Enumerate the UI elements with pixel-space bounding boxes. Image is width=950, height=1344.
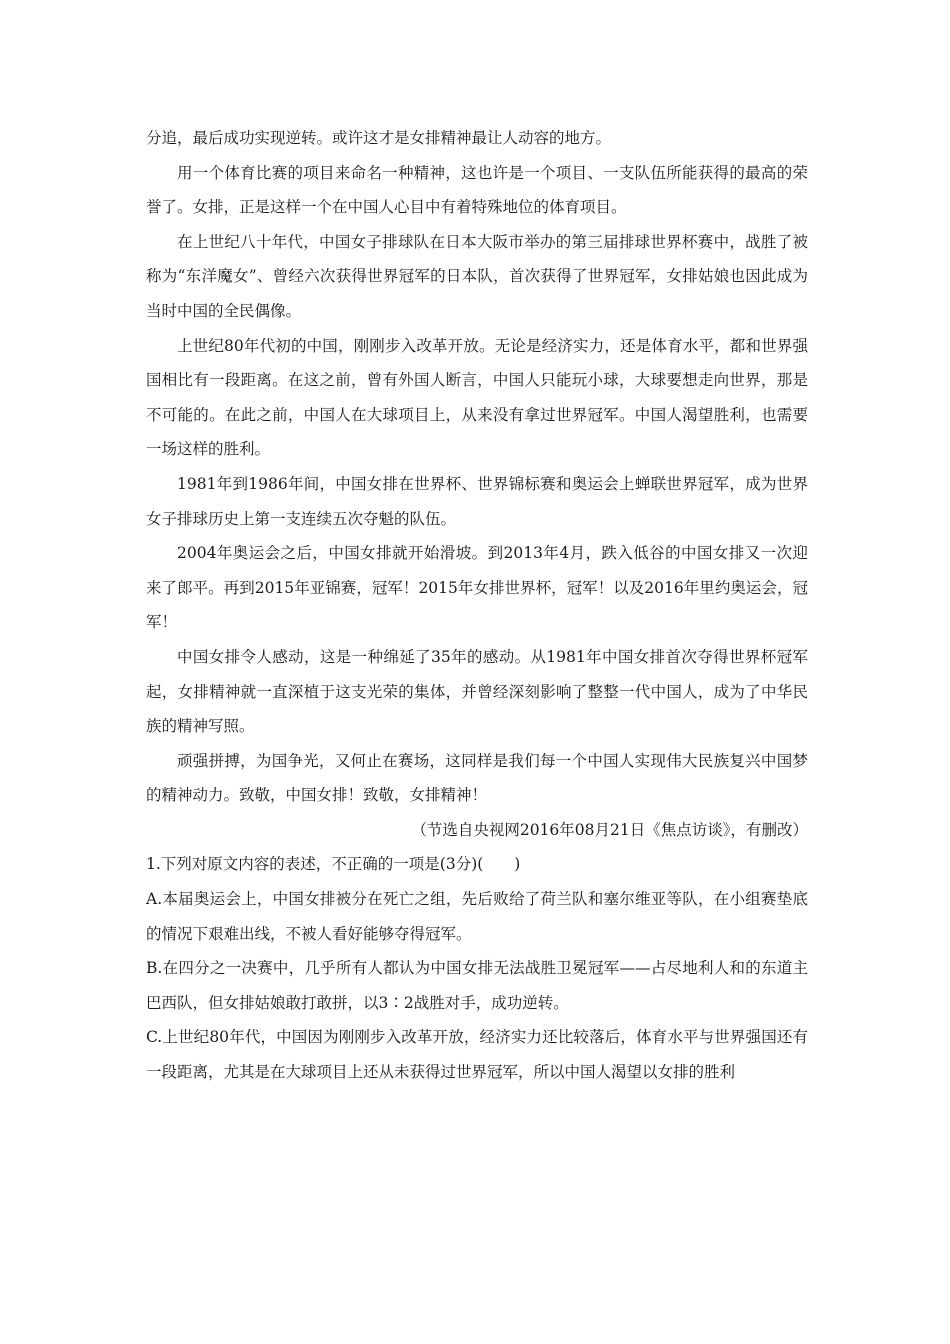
question-stem: 1.下列对原文内容的表述，不正确的一项是(3分)( ) [146, 855, 521, 874]
paragraph-4: 上世纪80年代初的中国，刚刚步入改革开放。无论是经济实力，还是体育水平，都和世界强国相比有一段距离。在这之前，曾有外国人断言，中国人只能玩小球，大球要想走向世界，那是不可能的。在此之前，中国人在大球项目上，从来没有拿过世界冠军。中国人渴望胜利，也需要一场这样的胜利。 [146, 336, 808, 459]
document-page [146, 121, 808, 1090]
paragraph-7: 中国女排令人感动，这是一种绵延了35年的感动。从1981年中国女排首次夺得世界杯冠军起，女排精神就一直深植于这支光荣的集体，并曾经深刻影响了整整一代中国人，成为了中华民族的精神写照。 [146, 647, 808, 736]
option-a: A.本届奥运会上，中国女排被分在死亡之组，先后败给了荷兰队和塞尔维亚等队，在小组赛垫底的情况下艰难出线，不被人看好能够夺得冠军。 [146, 890, 808, 943]
paragraph-1: 分追，最后成功实现逆转。或许这才是女排精神最让人动容的地方。 [146, 129, 612, 147]
option-c: C.上世纪80年代，中国因为刚刚步入改革开放，经济实力还比较落后，体育水平与世界强国还有一段距离，尤其是在大球项目上还从未获得过世界冠军，所以中国人渴望以女排的胜利 [146, 1028, 808, 1082]
source-citation: （节选自央视网2016年08月21日《焦点访谈》，有删改） [411, 820, 808, 839]
option-b: B.在四分之一决赛中，几乎所有人都认为中国女排无法战胜卫冕冠军——占尽地利人和的东道主巴西队，但女排姑娘敢打敢拼，以3∶2战胜对手，成功逆转。 [146, 959, 808, 1012]
paragraph-8: 顽强拼搏，为国争光，又何止在赛场，这同样是我们每一个中国人实现伟大民族复兴中国梦的精神动力。致敬，中国女排！致敬，女排精神！ [146, 751, 808, 805]
paragraph-5: 1981年到1986年间，中国女排在世界杯、世界锦标赛和奥运会上蝉联世界冠军，成为世界女子排球历史上第一支连续五次夺魁的队伍。 [146, 474, 808, 528]
paragraph-6: 2004年奥运会之后，中国女排就开始滑坡。到2013年4月，跌入低谷的中国女排又一次迎来了郎平。再到2015年亚锦赛，冠军！2015年女排世界杯，冠军！以及2016年里约奥运会，冠军！ [146, 544, 808, 632]
paragraph-2: 用一个体育比赛的项目来命名一种精神，这也许是一个项目、一支队伍所能获得的最高的荣誉了。女排，正是这样一个在中国人心目中有着特殊地位的体育项目。 [146, 163, 808, 217]
paragraph-3: 在上世纪八十年代，中国女子排球队在日本大阪市举办的第三届排球世界杯赛中，战胜了被称为“东洋魔女”、曾经六次获得世界冠军的日本队，首次获得了世界冠军，女排姑娘也因此成为当时中国的全民偶像。 [146, 232, 808, 320]
